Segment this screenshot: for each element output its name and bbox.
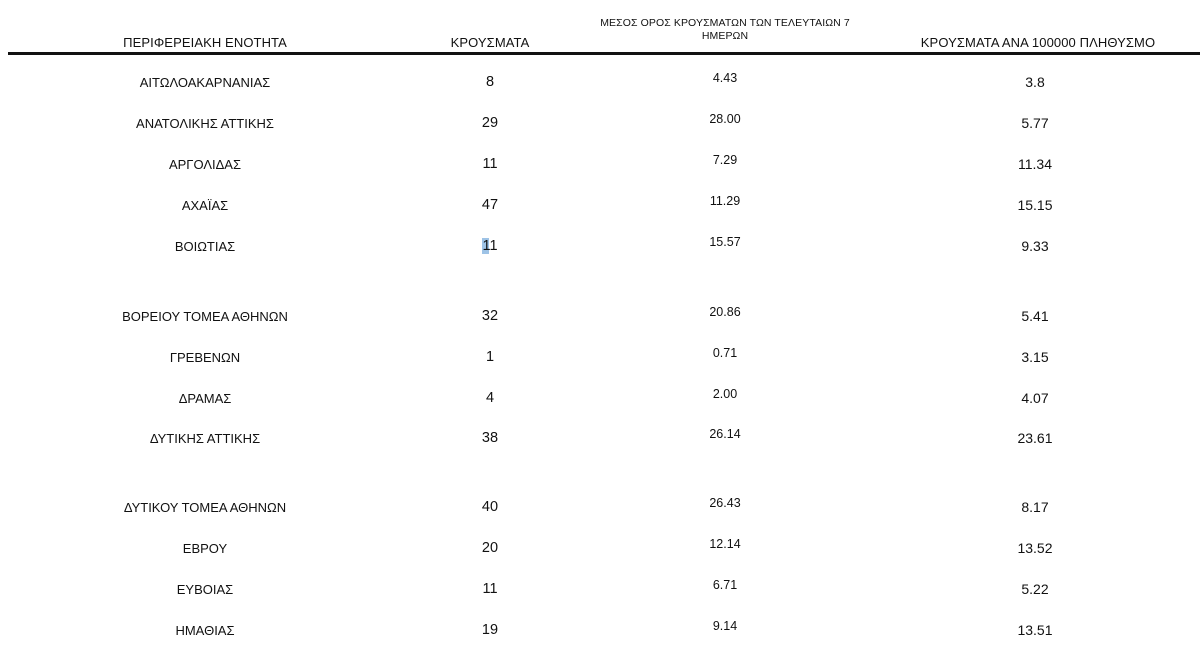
per-100k-cell: 11.34 bbox=[1018, 156, 1052, 172]
avg-cell: 26.14 bbox=[709, 427, 741, 441]
region-cell: ΑΙΤΩΛΟΑΚΑΡΝΑΝΙΑΣ bbox=[139, 75, 271, 90]
region-cell: ΔΡΑΜΑΣ bbox=[178, 391, 232, 406]
table-row bbox=[0, 621, 1200, 641]
cases-cell: 11 bbox=[482, 581, 498, 597]
cases-cell: 11 bbox=[482, 156, 498, 172]
text-selection-highlight: 1 bbox=[482, 238, 490, 254]
per-100k-cell: 5.22 bbox=[1021, 581, 1049, 597]
cases-cell: 1 bbox=[485, 349, 495, 365]
table-row bbox=[0, 498, 1200, 518]
table-row bbox=[0, 237, 1200, 257]
cases-cell: 29 bbox=[481, 115, 499, 131]
avg-cell: 7.29 bbox=[712, 153, 738, 167]
table-row bbox=[0, 580, 1200, 600]
avg-cell: 9.14 bbox=[712, 619, 738, 633]
region-cell: ΑΧΑΪΑΣ bbox=[181, 198, 229, 213]
header-divider bbox=[8, 52, 1200, 55]
avg-cell: 28.00 bbox=[709, 112, 741, 126]
cases-cell: 8 bbox=[485, 74, 495, 90]
table-row bbox=[0, 348, 1200, 368]
cases-cell: 38 bbox=[481, 430, 499, 446]
cases-cell: 47 bbox=[481, 197, 499, 213]
avg-cell: 26.43 bbox=[709, 496, 741, 510]
cases-cell bbox=[430, 238, 550, 254]
per-100k-cell: 9.33 bbox=[1021, 238, 1049, 254]
region-cell: ΑΡΓΟΛΙΔΑΣ bbox=[168, 157, 242, 172]
table-row bbox=[0, 114, 1200, 134]
cases-cell: 20 bbox=[481, 540, 499, 556]
avg-cell: 12.14 bbox=[709, 537, 741, 551]
avg-cell: 15.57 bbox=[709, 235, 741, 249]
avg-cell: 0.71 bbox=[712, 346, 738, 360]
per-100k-cell: 23.61 bbox=[1017, 430, 1053, 446]
region-cell: ΑΝΑΤΟΛΙΚΗΣ ΑΤΤΙΚΗΣ bbox=[136, 116, 274, 131]
per-100k-cell: 13.51 bbox=[1017, 622, 1053, 638]
per-100k-cell: 4.07 bbox=[1021, 390, 1049, 406]
per-100k-cell: 13.52 bbox=[1017, 540, 1053, 556]
cases-cell: 32 bbox=[481, 308, 499, 324]
table-row bbox=[0, 155, 1200, 175]
region-cell: ΔΥΤΙΚΟΥ ΤΟΜΕΑ ΑΘΗΝΩΝ bbox=[123, 500, 287, 515]
avg-cell: 11.29 bbox=[709, 194, 741, 208]
region-cell: ΓΡΕΒΕΝΩΝ bbox=[169, 350, 241, 365]
table-row bbox=[0, 429, 1200, 449]
table-row bbox=[0, 389, 1200, 409]
header-cases: ΚΡΟΥΣΜΑΤΑ bbox=[450, 35, 530, 50]
avg-cell: 4.43 bbox=[712, 71, 738, 85]
cases-cell: 19 bbox=[481, 622, 499, 638]
header-7day-average bbox=[585, 17, 865, 43]
region-cell: ΔΥΤΙΚΗΣ ΑΤΤΙΚΗΣ bbox=[149, 431, 261, 446]
avg-cell: 20.86 bbox=[709, 305, 741, 319]
per-100k-cell: 8.17 bbox=[1021, 499, 1049, 515]
avg-cell: 2.00 bbox=[712, 387, 738, 401]
per-100k-cell: 15.15 bbox=[1017, 197, 1053, 213]
cases-cell-text: 1 bbox=[489, 238, 498, 254]
region-cell: ΗΜΑΘΙΑΣ bbox=[175, 623, 235, 638]
header-region: ΠΕΡΙΦΕΡΕΙΑΚΗ ΕΝΟΤΗΤΑ bbox=[123, 35, 287, 50]
table-row bbox=[0, 539, 1200, 559]
cases-cell: 40 bbox=[481, 499, 499, 515]
per-100k-cell: 3.15 bbox=[1021, 349, 1049, 365]
region-cell: ΕΒΡΟΥ bbox=[182, 541, 228, 556]
header-cases-per-100k: ΚΡΟΥΣΜΑΤΑ ΑΝΑ 100000 ΠΛΗΘΥΣΜΟ bbox=[920, 35, 1156, 50]
header-7day-average-line1: ΜΕΣΟΣ ΟΡΟΣ ΚΡΟΥΣΜΑΤΩΝ ΤΩΝ ΤΕΛΕΥΤΑΙΩΝ 7 bbox=[600, 17, 850, 29]
header-7day-average-line2: ΗΜΕΡΩΝ bbox=[701, 30, 749, 42]
per-100k-cell: 5.77 bbox=[1021, 115, 1049, 131]
per-100k-cell: 5.41 bbox=[1021, 308, 1049, 324]
table-row bbox=[0, 196, 1200, 216]
table-row bbox=[0, 73, 1200, 93]
avg-cell: 6.71 bbox=[712, 578, 738, 592]
table-row bbox=[0, 307, 1200, 327]
region-cell: ΒΟΡΕΙΟΥ ΤΟΜΕΑ ΑΘΗΝΩΝ bbox=[122, 309, 288, 324]
cases-cell: 4 bbox=[485, 390, 495, 406]
per-100k-cell: 3.8 bbox=[1025, 74, 1045, 90]
region-cell: ΕΥΒΟΙΑΣ bbox=[176, 582, 234, 597]
region-cell: ΒΟΙΩΤΙΑΣ bbox=[174, 239, 236, 254]
